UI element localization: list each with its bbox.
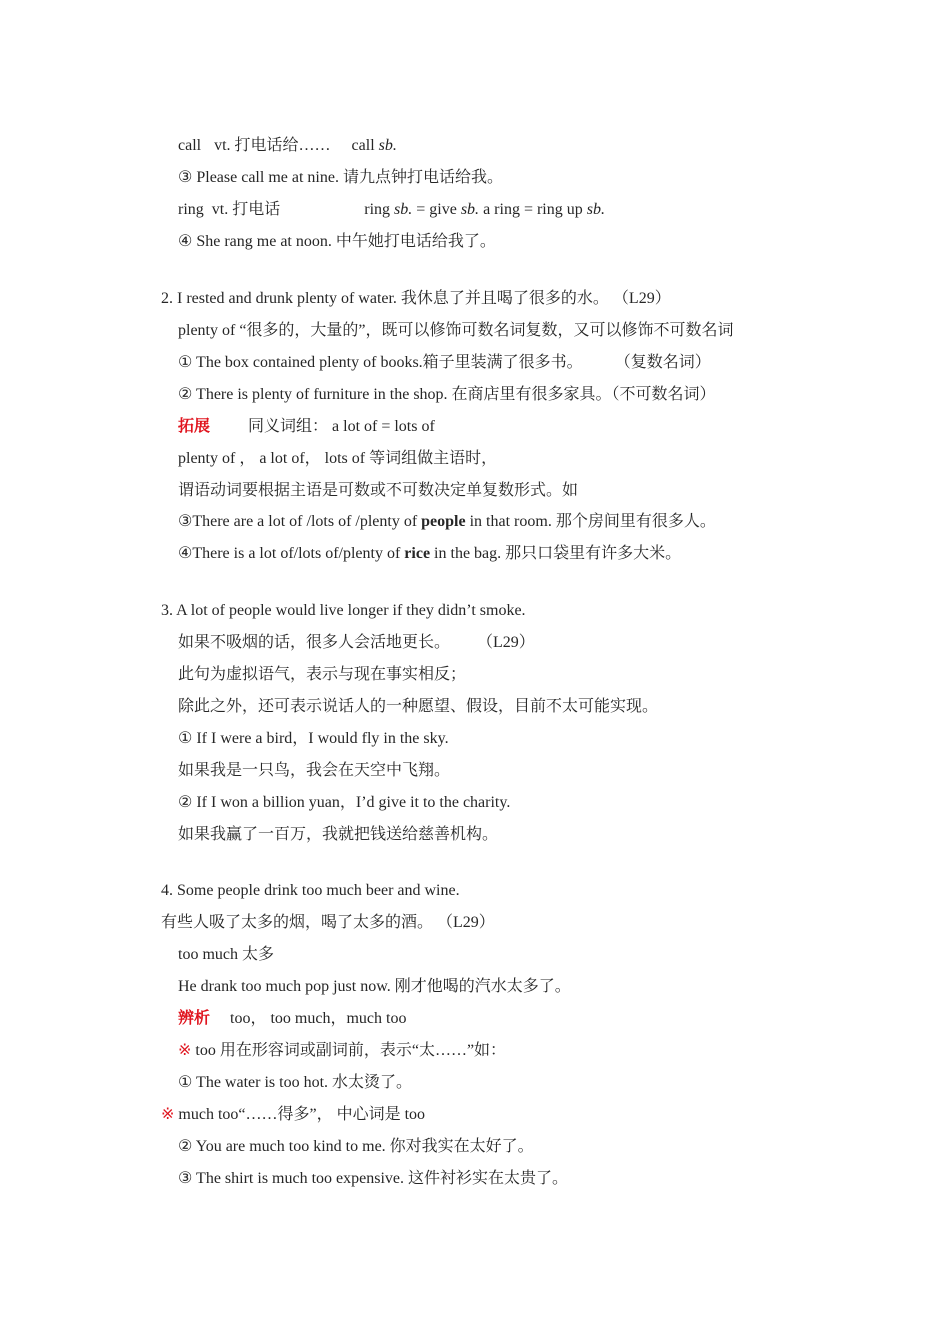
term-call: call — [178, 137, 202, 154]
example-shirt: ③ The shirt is much too expensive. 这件衬衫实在太贵了。 — [178, 1170, 569, 1187]
ring-pattern-1: ring — [364, 201, 395, 218]
example-people-bold: people — [421, 513, 466, 530]
much-too-note — [161, 1105, 425, 1125]
example-bird-translation: 如果我是一只鸟，我会在天空中飞翔。 — [178, 762, 451, 779]
example-bird: ① If I were a bird，I would fly in the sky. — [178, 730, 449, 747]
reference-mark: ※ — [161, 1106, 175, 1123]
much-too-text: much too“……得多”， 中心词是 too — [174, 1106, 426, 1123]
ring-definition: vt. 打电话 — [211, 201, 281, 218]
reference-mark: ※ — [178, 1042, 192, 1059]
section-2-heading: 2. I rested and drunk plenty of water. 我休息了并且喝了很多的水。 （L29） — [161, 290, 671, 307]
call-definition: vt. 打电话给…… — [214, 137, 331, 154]
section-3-translation — [178, 633, 535, 653]
example-rice-a: ④There is a lot of/lots of/plenty of — [178, 545, 405, 562]
ring-sb-3: sb. — [586, 201, 605, 218]
example-rice-c: in the bag. 那只口袋里有许多大米。 — [430, 545, 682, 562]
discrimination-line — [178, 1009, 406, 1029]
section-3-lesson-ref: （L29） — [477, 634, 535, 651]
plenty-of-definition: plenty of “很多的，大量的”，既可以修饰可数名词复数，又可以修饰不可数名词 — [178, 322, 734, 339]
subjunctive-note-2: 除此之外，还可表示说话人的一种愿望、假设，目前不太可能实现。 — [178, 698, 659, 715]
example-people-a: ③There are a lot of /lots of /plenty of — [178, 513, 422, 530]
example-plenty-books-note: （复数名词） — [614, 354, 711, 371]
call-pattern: call — [351, 137, 379, 154]
example-plenty-furniture: ② There is plenty of furniture in the shop. 在商店里有很多家具。（不可数名词） — [178, 386, 716, 403]
example-pop: He drank too much pop just now. 刚才他喝的汽水太多了。 — [178, 978, 571, 995]
ring-pattern-2: = give — [412, 201, 461, 218]
example-plenty-books-text: ① The box contained plenty of books.箱子里装满了很多书。 — [178, 354, 583, 371]
ring-sb-2: sb. — [460, 201, 480, 218]
example-people — [178, 512, 716, 532]
synonym-phrase: 同义词组： a lot of = lots of — [248, 418, 435, 435]
discrimination-terms: too， too much，much too — [230, 1010, 407, 1027]
section-3-heading: 3. A lot of people would live longer if they didn’t smoke. — [161, 602, 526, 619]
ring-pattern-3: a ring = ring up — [479, 201, 587, 218]
discrimination-tag: 辨析 — [178, 1010, 211, 1027]
example-water: ① The water is too hot. 水太烫了。 — [178, 1074, 413, 1091]
ring-sb-1: sb. — [394, 201, 413, 218]
section-4-translation: 有些人吸了太多的烟，喝了太多的酒。 （L29） — [161, 914, 495, 931]
example-call: ③ Please call me at nine. 请九点钟打电话给我。 — [178, 169, 503, 186]
section-3-translation-text: 如果不吸烟的话，很多人会活地更长。 — [178, 634, 451, 651]
subjunctive-note-1: 此句为虚拟语气，表示与现在事实相反； — [178, 666, 467, 683]
too-much-definition: too much 太多 — [178, 946, 274, 963]
example-rice-bold: rice — [404, 545, 431, 562]
extension-line — [178, 417, 435, 437]
example-people-c: in that room. 那个房间里有很多人。 — [465, 513, 716, 530]
too-usage-text: too 用在形容词或副词前，表示“太……”如： — [191, 1042, 507, 1059]
subject-note-1: plenty of ， a lot of， lots of 等词组做主语时， — [178, 450, 498, 467]
extension-tag: 拓展 — [178, 418, 211, 435]
example-rice — [178, 544, 681, 564]
example-plenty-books — [178, 353, 711, 373]
subject-note-2: 谓语动词要根据主语是可数或不可数决定单复数形式。如 — [178, 482, 579, 499]
call-definition-line — [178, 136, 397, 156]
example-billion-translation: 如果我赢了一百万，我就把钱送给慈善机构。 — [178, 826, 499, 843]
ring-definition-line — [178, 200, 605, 220]
example-kind: ② You are much too kind to me. 你对我实在太好了。 — [178, 1138, 534, 1155]
example-billion: ② If I won a billion yuan，I’d give it to the charity. — [178, 794, 511, 811]
too-usage-note — [178, 1041, 506, 1061]
term-ring: ring — [178, 201, 204, 218]
call-pattern-sb: sb. — [378, 137, 397, 154]
section-4-heading: 4. Some people drink too much beer and wine. — [161, 882, 460, 899]
example-ring: ④ She rang me at noon. 中午她打电话给我了。 — [178, 233, 496, 250]
